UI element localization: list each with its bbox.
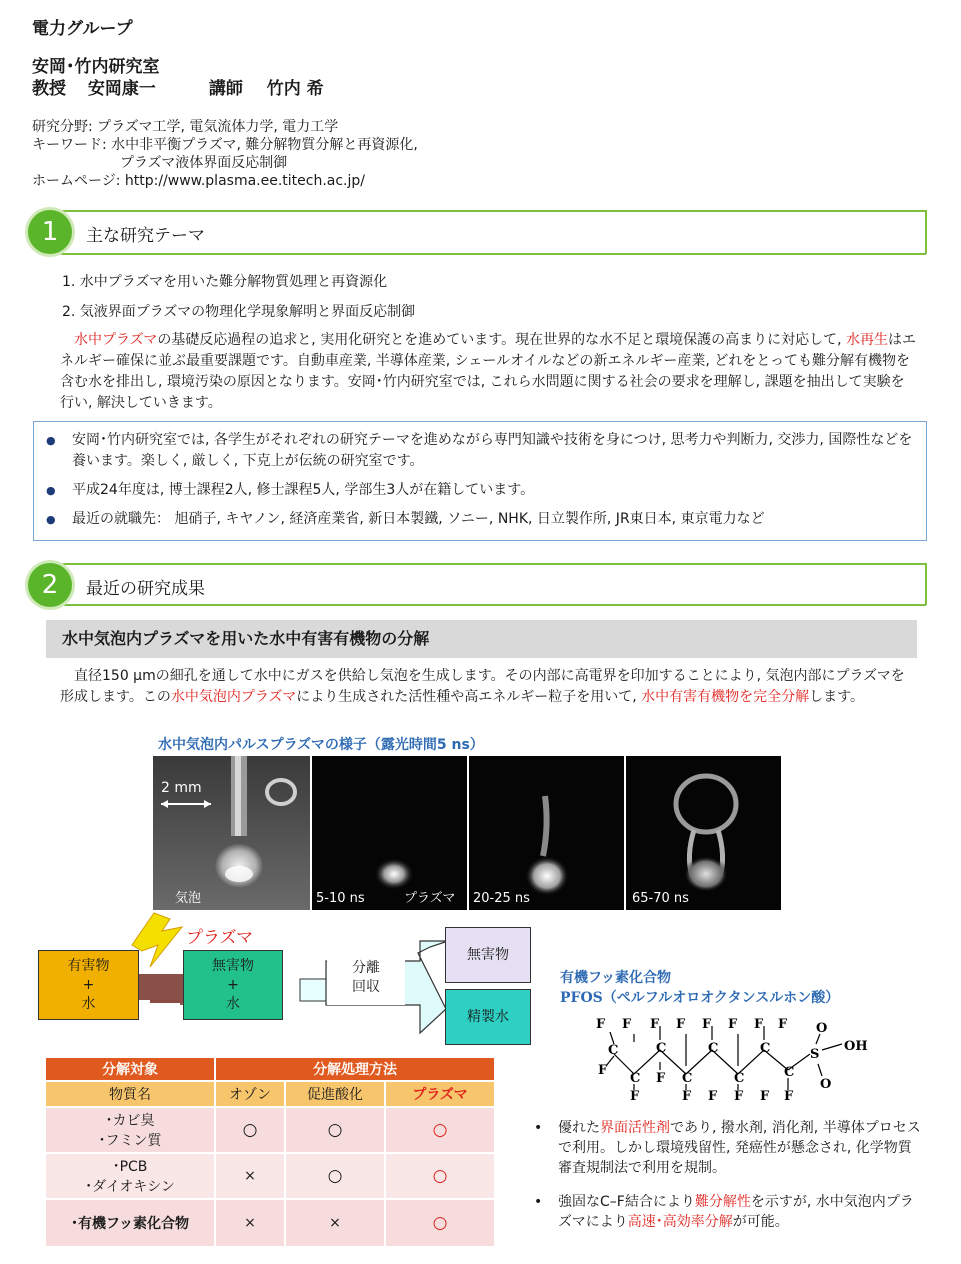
section2-top-line — [50, 563, 926, 565]
plus-sign: + — [227, 977, 239, 993]
para-text: により生成された活性種や高エネルギー粒子を用いて, — [296, 689, 642, 705]
lab-name: 安岡･竹内研究室 — [32, 57, 160, 77]
substance-name: ･有機フッ素化合物 — [70, 1216, 190, 1232]
time-label-20-25: 20-25 ns — [473, 891, 530, 906]
note-item — [530, 1118, 922, 1178]
connector-arrow — [139, 974, 183, 1000]
substance-name: ･PCB — [112, 1159, 148, 1175]
atom-c: C — [708, 1041, 719, 1056]
highlight-fast-decomposition: 高速･高効率分解 — [627, 1214, 733, 1230]
note-text: を示すが, 水中気泡内プラズマにより — [558, 1194, 914, 1230]
atom-c: C — [656, 1041, 667, 1056]
staff-line — [32, 78, 324, 100]
highlight-water-plasma: 水中プラズマ — [74, 332, 158, 348]
atom-o: O — [820, 1077, 832, 1092]
homepage[interactable]: ホームページ: http://www.plasma.ee.titech.ac.jp/ — [32, 173, 366, 189]
harmless-box — [183, 950, 283, 1020]
substance-name: ･ダイオキシン — [85, 1179, 175, 1195]
pfos-notes — [530, 1118, 922, 1246]
atom-c: C — [760, 1041, 771, 1056]
atom-f: F — [754, 1017, 764, 1032]
section1-number-badge: 1 — [28, 210, 72, 254]
purified-water-box: 精製水 — [445, 989, 531, 1045]
atom-f: F — [682, 1089, 692, 1104]
lab-header — [32, 56, 324, 100]
col-aop: 促進酸化 — [285, 1081, 385, 1107]
lab-info — [32, 118, 418, 190]
photo-5-10ns — [312, 756, 467, 910]
prof-name: 安岡康一 — [87, 79, 156, 99]
substance-name: ･フミン質 — [98, 1133, 162, 1149]
plasma-image-3 — [626, 756, 781, 910]
keywords-line2: プラズマ液体界面反応制御 — [120, 155, 288, 171]
atom-f: F — [708, 1089, 718, 1104]
section1-bottom-line — [50, 253, 926, 255]
recover-label: 回収 — [352, 979, 380, 995]
photo-20-25ns — [469, 756, 624, 910]
atom-f: F — [596, 1017, 606, 1032]
atom-c: C — [682, 1071, 693, 1086]
research-field: 研究分野: プラズマ工学, 電気流体力学, 電力工学 — [32, 119, 339, 135]
atom-f: F — [734, 1089, 744, 1104]
atom-f: F — [622, 1017, 632, 1032]
table-row — [45, 1107, 495, 1153]
section1-top-line — [50, 210, 926, 212]
keywords-line1: キーワード: 水中非平衡プラズマ, 難分解物質分解と再資源化, — [32, 137, 418, 153]
atom-oh: OH — [844, 1039, 868, 1054]
subtitle-bar: 水中気泡内プラズマを用いた水中有害有機物の分解 — [46, 620, 917, 658]
result-cell: × — [215, 1199, 285, 1247]
highlight-surfactant: 界面活性剤 — [600, 1120, 670, 1136]
atom-c: C — [734, 1071, 745, 1086]
water-label: 水 — [81, 996, 96, 1012]
decomposition-table — [44, 1056, 496, 1248]
photo-caption: 水中気泡内パルスプラズマの様子（露光時間5 ns） — [158, 737, 484, 753]
section1-right-line — [925, 210, 927, 254]
atom-f: F — [784, 1089, 794, 1104]
note-text: 強固なC–F結合により — [558, 1194, 695, 1210]
chem-title — [560, 968, 839, 1008]
section2-right-line — [925, 563, 927, 605]
chem-title-line2: PFOS（ペルフルオロオクタンスルホン酸） — [560, 990, 840, 1006]
atom-f: F — [760, 1089, 770, 1104]
result-cell: ○ — [215, 1107, 285, 1153]
atom-c: C — [608, 1043, 619, 1058]
table-row — [45, 1199, 495, 1247]
atom-c: C — [784, 1065, 795, 1080]
result-cell: ○ — [385, 1153, 495, 1199]
atom-f: F — [650, 1017, 660, 1032]
result-cell: ○ — [285, 1107, 385, 1153]
note-text: が可能。 — [732, 1214, 789, 1230]
substance-cell — [45, 1153, 215, 1199]
theme-item-1: 1. 水中プラズマを用いた難分解物質処理と再資源化 — [62, 274, 388, 290]
photo-65-70ns — [626, 756, 781, 910]
theme-item-2: 2. 気液界面プラズマの物理化学現象解明と界面反応制御 — [62, 304, 416, 320]
bullet-item: ● 安岡･竹内研究室では, 各学生がそれぞれの研究テーマを進めながら専門知識や技術を身につけ, 思考力や判断力, 交渉力, 国際性などを養います。楽しく, 厳しく, 下克上が伝統の研究室です。 — [34, 430, 918, 472]
section2-number-badge: 2 — [28, 563, 72, 607]
col-plasma: プラズマ — [385, 1081, 495, 1107]
para-text: します。 — [809, 689, 864, 705]
atom-o: O — [816, 1021, 828, 1036]
highlight-persistence: 難分解性 — [694, 1194, 751, 1210]
separate-box — [327, 953, 405, 1005]
bubble-label: 気泡 — [175, 891, 202, 906]
time-label-65-70: 65-70 ns — [632, 891, 689, 906]
atom-f: F — [778, 1017, 788, 1032]
bullet-item: ● 平成24年度は, 博士課程2人, 修士課程5人, 学部生3人が在籍しています。 — [34, 480, 918, 501]
harmless-label: 無害物 — [212, 958, 254, 974]
atom-f: F — [656, 1071, 666, 1086]
atom-f: F — [598, 1063, 608, 1078]
prof-title: 教授 — [32, 79, 66, 99]
group-title: 電力グループ — [32, 19, 133, 39]
atom-f: F — [676, 1017, 686, 1032]
substance-cell — [45, 1199, 215, 1247]
table-row — [45, 1153, 495, 1199]
atom-f: F — [630, 1089, 640, 1104]
result-cell: ○ — [385, 1107, 495, 1153]
para-text: はエネルギー確保に並ぶ最重要課題です。自動車産業, 半導体産業, シェールオイルなどの新エネルギー産業, どれをとっても難分解有機物を含む水を排出し, 環境汚染の原因となります。安岡･竹内研究室では, これら水問題に関する社会の要求を理解し, 課題を抽出して実験を行い, 解決していきます。 — [60, 332, 916, 411]
harmless-output-box: 無害物 — [445, 927, 531, 983]
lecturer-name: 竹内 希 — [266, 79, 324, 99]
atom-c: C — [630, 1071, 641, 1086]
result-cell: ○ — [285, 1153, 385, 1199]
note-item — [530, 1192, 922, 1232]
substance-name: ･カビ臭 — [105, 1113, 155, 1129]
plus-sign: + — [82, 977, 95, 993]
highlight-water-regeneration: 水再生 — [846, 332, 888, 348]
scale-label: 2 mm — [161, 780, 202, 796]
lecturer-title: 講師 — [208, 79, 243, 99]
result-cell: ○ — [385, 1199, 495, 1247]
plasma-label: プラズマ — [404, 891, 456, 906]
chem-title-line1: 有機フッ素化合物 — [560, 970, 672, 986]
substance-cell — [45, 1107, 215, 1153]
atom-f: F — [702, 1017, 712, 1032]
separate-label: 分離 — [352, 960, 380, 976]
section1-title: 主な研究テーマ — [86, 226, 205, 246]
photo-bubble — [153, 756, 310, 910]
plasma-image-2 — [469, 756, 624, 910]
section1-paragraph — [60, 330, 916, 414]
para-text: の基礎反応過程の追求と, 実用化研究とを進めています。現在世界的な水不足と環境保護の高まりに対応して, — [157, 332, 846, 348]
harmful-box — [38, 950, 139, 1020]
time-label-5-10: 5-10 ns — [316, 891, 365, 906]
highlight-bubble-plasma: 水中気泡内プラズマ — [170, 689, 297, 705]
note-text: であり, 撥水剤, 消化剤, 半導体プロセスで利用。しかし環境残留性, 発癌性が懸念され, 化学物質審査規制法で利用を規制。 — [558, 1120, 921, 1176]
atom-f: F — [728, 1017, 738, 1032]
lab-info-box — [33, 421, 927, 541]
bullet-item: ● 最近の就職先： 旭硝子, キヤノン, 経済産業省, 新日本製鐵, ソニー, NHK, 日立製作所, JR東日本, 東京電力など — [34, 509, 918, 530]
section2-paragraph — [60, 666, 918, 708]
pfos-structure-diagram — [590, 1014, 890, 1104]
table-header-method: 分解処理方法 — [215, 1057, 495, 1081]
plasma-flow-label: プラズマ — [186, 928, 254, 948]
result-cell: × — [285, 1199, 385, 1247]
result-cell: × — [215, 1153, 285, 1199]
note-text: 優れた — [558, 1120, 600, 1136]
water-label: 水 — [226, 996, 240, 1012]
section2-title: 最近の研究成果 — [86, 579, 205, 599]
highlight-complete-decomposition: 水中有害有機物を完全分解 — [641, 689, 810, 705]
lab-bullets — [34, 430, 926, 530]
table-header-target: 分解対象 — [45, 1057, 215, 1081]
para-text: 直径150 μmの細孔を通して水中にガスを供給し気泡を生成します。その内部に高電界を印加することにより, 気泡内部にプラズマを形成します。この — [60, 668, 905, 705]
harmful-label: 有害物 — [67, 958, 110, 974]
col-substance: 物質名 — [45, 1081, 215, 1107]
col-ozone: オゾン — [215, 1081, 285, 1107]
section2-bottom-line — [50, 604, 926, 606]
atom-s: S — [810, 1047, 820, 1062]
